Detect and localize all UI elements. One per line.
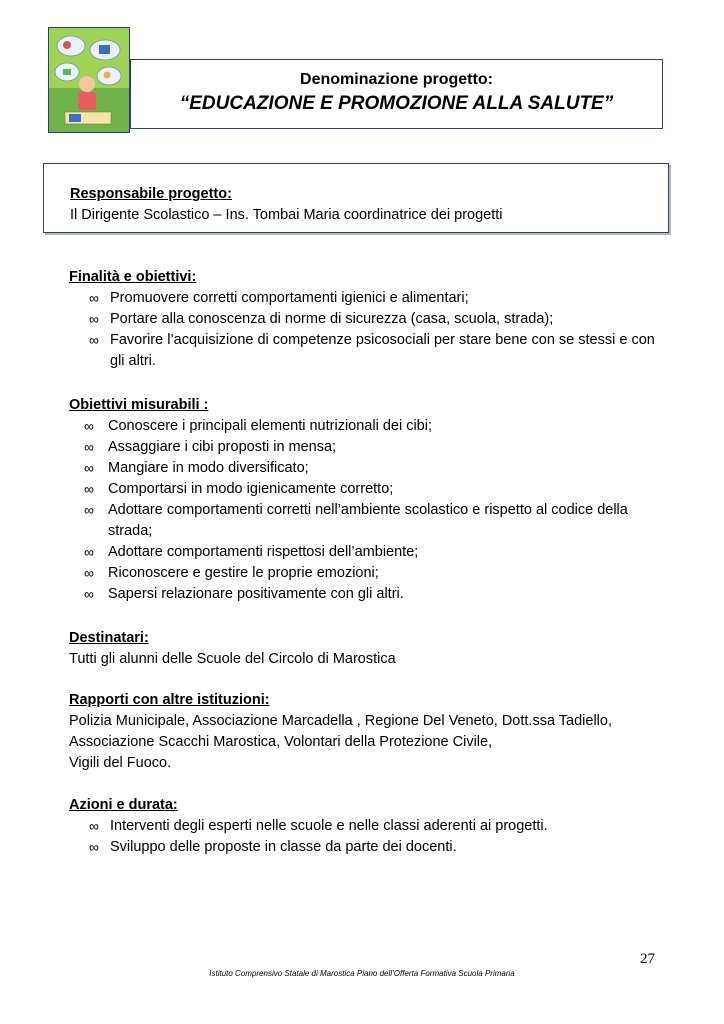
- rapporti-line: Vigili del Fuoco.: [69, 755, 172, 771]
- destinatari-heading: Destinatari:: [69, 630, 149, 646]
- azioni-list: [69, 816, 659, 858]
- obiettivi-section: [69, 395, 659, 605]
- infinity-bullet-icon: ∞: [84, 418, 94, 434]
- list-item: ∞ Comportarsi in modo igienicamente corretto;: [69, 479, 659, 500]
- responsabile-text: Il Dirigente Scolastico – Ins. Tombai Maria coordinatrice dei progetti: [70, 207, 503, 223]
- azioni-heading: Azioni e durata:: [69, 797, 178, 813]
- page-number: 27: [640, 951, 655, 967]
- infinity-bullet-icon: ∞: [84, 586, 94, 602]
- obiettivi-list: [69, 416, 659, 605]
- rapporti-line: Polizia Municipale, Associazione Marcadella , Regione Del Veneto, Dott.ssa Tadiello,: [69, 713, 612, 729]
- finalita-section: [69, 267, 659, 372]
- infinity-bullet-icon: ∞: [84, 565, 94, 581]
- infinity-bullet-icon: ∞: [84, 544, 94, 560]
- list-item: ∞ Assaggiare i cibi proposti in mensa;: [69, 437, 659, 458]
- list-item: ∞ Portare alla conoscenza di norme di sicurezza (casa, scuola, strada);: [69, 309, 659, 330]
- infinity-bullet-icon: ∞: [89, 290, 99, 306]
- finalita-list: [69, 288, 659, 372]
- list-item: ∞ Riconoscere e gestire le proprie emozioni;: [69, 563, 659, 584]
- infinity-bullet-icon: ∞: [89, 311, 99, 327]
- health-education-illustration: [49, 28, 129, 132]
- infinity-bullet-icon: ∞: [84, 481, 94, 497]
- list-item: ∞ Conoscere i principali elementi nutrizionali dei cibi;: [69, 416, 659, 437]
- list-item: ∞ Mangiare in modo diversificato;: [69, 458, 659, 479]
- list-item: ∞ Adottare comportamenti rispettosi dell’ambiente;: [69, 542, 659, 563]
- project-name-label: Denominazione progetto:: [300, 71, 493, 88]
- list-item: ∞ Adottare comportamenti corretti nell’ambiente scolastico e rispetto al codice della strada;: [84, 502, 628, 539]
- infinity-bullet-icon: ∞: [89, 839, 99, 855]
- list-item: ∞ Favorire l’acquisizione di competenze psicosociali per stare bene con se stessi e con gli altri.: [89, 332, 655, 369]
- list-item: ∞ Promuovere corretti comportamenti igienici e alimentari;: [69, 288, 659, 309]
- azioni-section: [69, 795, 659, 858]
- page-footer: Istituto Comprensivo Statale di Marostica Piano dell’Offerta Formativa Scuola Primaria: [209, 969, 515, 978]
- infinity-bullet-icon: ∞: [84, 439, 94, 455]
- rapporti-line: Associazione Scacchi Marostica, Volontari della Protezione Civile,: [69, 734, 493, 750]
- obiettivi-heading: Obiettivi misurabili :: [69, 397, 209, 413]
- project-title: “EDUCAZIONE E PROMOZIONE ALLA SALUTE”: [179, 93, 614, 114]
- list-item: ∞ Sviluppo delle proposte in classe da parte dei docenti.: [69, 837, 659, 858]
- infinity-bullet-icon: ∞: [89, 818, 99, 834]
- destinatari-text: Tutti gli alunni delle Scuole del Circolo di Marostica: [69, 651, 396, 667]
- rapporti-section: [69, 690, 669, 774]
- responsabile-box: [43, 163, 669, 233]
- finalita-heading: Finalità e obiettivi:: [69, 269, 197, 285]
- infinity-bullet-icon: ∞: [84, 460, 94, 476]
- project-title-box: [130, 59, 663, 129]
- destinatari-section: [69, 628, 659, 670]
- responsabile-heading: Responsabile progetto:: [70, 186, 232, 202]
- list-item: ∞ Sapersi relazionare positivamente con gli altri.: [69, 584, 659, 605]
- project-logo-illustration: [48, 27, 130, 133]
- infinity-bullet-icon: ∞: [89, 332, 99, 348]
- infinity-bullet-icon: ∞: [84, 502, 94, 518]
- list-item: ∞ Interventi degli esperti nelle scuole e nelle classi aderenti ai progetti.: [69, 816, 659, 837]
- rapporti-heading: Rapporti con altre istituzioni:: [69, 692, 270, 708]
